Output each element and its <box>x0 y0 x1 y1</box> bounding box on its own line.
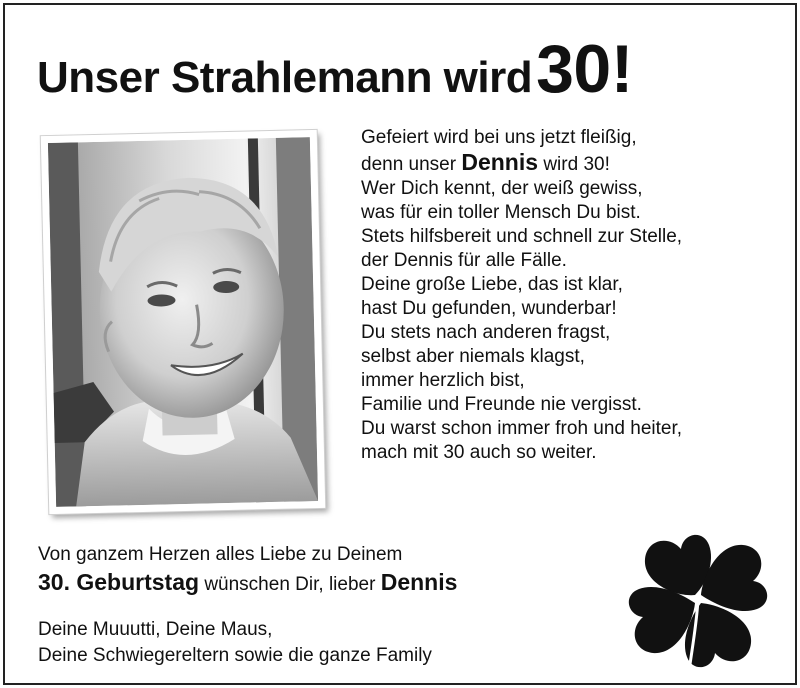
poem-line: der Dennis für alle Fälle. <box>361 250 567 271</box>
portrait-photo <box>41 130 326 514</box>
poem-line: Gefeiert wird bei uns jetzt fleißig, <box>361 127 637 148</box>
headline <box>37 31 633 107</box>
poem-line: was für ein toller Mensch Du bist. <box>361 202 641 223</box>
wish-text: wünschen Dir, lieber <box>199 574 381 595</box>
poem-line: hast Du gefunden, wunderbar! <box>361 298 617 319</box>
headline-number: 30 <box>536 31 611 107</box>
headline-text: Unser Strahlemann wird <box>37 53 533 102</box>
signature <box>38 617 432 669</box>
poem <box>361 126 682 465</box>
poem-line: mach mit 30 auch so weiter. <box>361 442 597 463</box>
poem-line: Deine große Liebe, das ist klar, <box>361 274 623 295</box>
poem-line: Du stets nach anderen fragst, <box>361 322 611 343</box>
poem-name: Dennis <box>461 149 539 175</box>
poem-line: Stets hilfsbereit und schnell zur Stelle, <box>361 226 683 247</box>
poem-line: immer herzlich bist, <box>361 370 525 391</box>
wish-name: Dennis <box>380 569 458 595</box>
poem-text: denn unser <box>361 154 462 175</box>
poem-line <box>361 150 682 177</box>
poem-line: Familie und Freunde nie vergisst. <box>361 394 642 415</box>
birthday-wish <box>38 543 457 600</box>
portrait-photo-image <box>48 137 318 507</box>
wish-line <box>38 567 457 600</box>
signature-line: Deine Muuutti, Deine Maus, <box>38 619 273 640</box>
four-leaf-clover-icon <box>623 525 773 675</box>
poem-line: Du warst schon immer froh und heiter, <box>361 418 683 439</box>
headline-exclamation: ! <box>610 31 633 107</box>
wish-line: Von ganzem Herzen alles Liebe zu Deinem <box>38 544 403 565</box>
signature-line: Deine Schwiegereltern sowie die ganze Family <box>38 645 432 666</box>
announcement-card <box>3 3 797 685</box>
poem-text: wird 30! <box>538 154 610 175</box>
poem-line: selbst aber niemals klagst, <box>361 346 585 367</box>
poem-line: Wer Dich kennt, der weiß gewiss, <box>361 178 643 199</box>
wish-birthday: 30. Geburtstag <box>38 569 200 595</box>
